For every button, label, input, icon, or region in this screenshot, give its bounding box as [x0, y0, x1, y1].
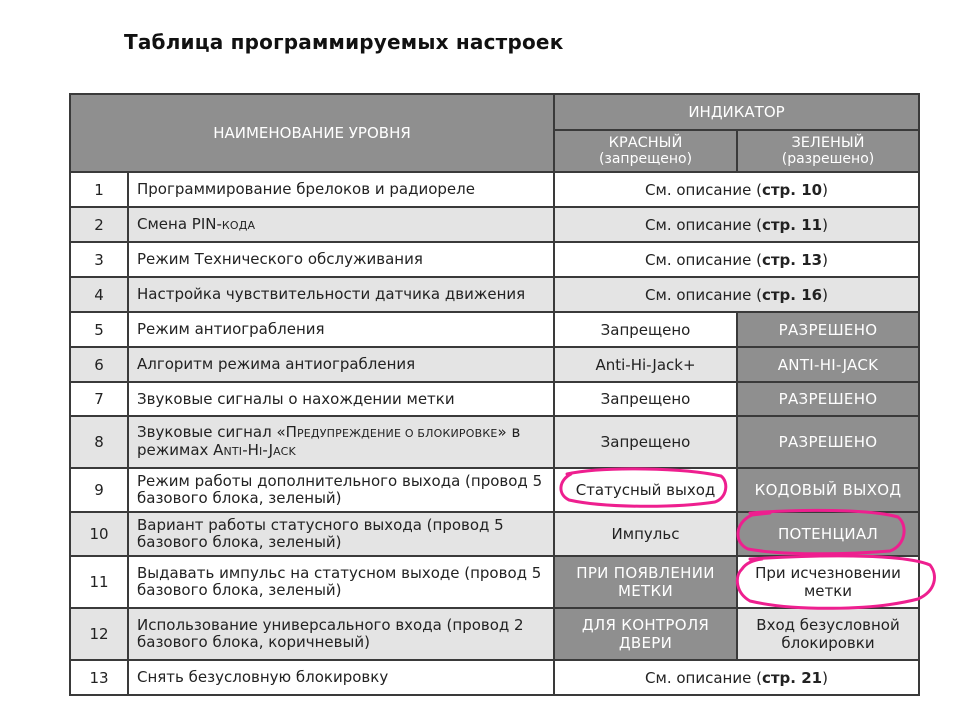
page-title: Таблица программируемых настроек — [124, 30, 564, 54]
table-row — [70, 312, 919, 347]
row-name-text: » в — [497, 423, 521, 441]
row-number: 8 — [70, 416, 128, 468]
table-row — [70, 277, 919, 312]
row-red-value: Запрещено — [554, 416, 737, 468]
row-red-value: Импульс — [554, 512, 737, 556]
row-name-smallcaps: ACK — [273, 445, 296, 458]
reference-suffix: ) — [822, 250, 828, 269]
header-red-sub: (запрещено) — [598, 151, 693, 167]
reference-page: стр. 13 — [761, 250, 823, 269]
row-name-text: -J — [262, 441, 274, 459]
row-reference — [554, 242, 919, 277]
row-green-value: При исчезновении метки — [737, 556, 919, 608]
row-name-text: Звуковые сигнал «П — [137, 423, 297, 441]
table-row — [70, 416, 919, 468]
row-name: Снять безусловную блокировку — [128, 660, 554, 695]
row-number: 5 — [70, 312, 128, 347]
row-number: 12 — [70, 608, 128, 660]
row-name: Звуковые сигналы о нахождении метки — [128, 382, 554, 416]
row-number: 11 — [70, 556, 128, 608]
table-row — [70, 382, 919, 416]
row-green-value: ANTI-HI-JACK — [737, 347, 919, 382]
row-red-value: Anti-Hi-Jack+ — [554, 347, 737, 382]
reference-prefix: См. описание ( — [645, 668, 762, 687]
reference-suffix: ) — [822, 180, 828, 199]
row-number: 1 — [70, 172, 128, 207]
reference-page: стр. 10 — [761, 180, 823, 199]
row-red-value: ДЛЯ КОНТРОЛЯ ДВЕРИ — [554, 608, 737, 660]
row-green-value: РАЗРЕШЕНО — [737, 416, 919, 468]
row-reference — [554, 207, 919, 242]
reference-prefix: См. описание ( — [645, 250, 762, 269]
row-name-text: Смена PIN- — [137, 214, 222, 233]
header-green — [737, 130, 919, 172]
table-row — [70, 660, 919, 695]
row-reference — [554, 660, 919, 695]
row-number: 13 — [70, 660, 128, 695]
row-name-text: -H — [242, 441, 259, 459]
row-number: 4 — [70, 277, 128, 312]
reference-prefix: См. описание ( — [645, 215, 762, 234]
row-red-value: Запрещено — [554, 312, 737, 347]
row-number: 9 — [70, 468, 128, 512]
table-row — [70, 468, 919, 512]
row-name: Режим Технического обслуживания — [128, 242, 554, 277]
row-name-smallcaps: NTI — [223, 445, 243, 458]
table-row — [70, 242, 919, 277]
row-name-smallcaps: КОДА — [221, 218, 256, 232]
row-name: Вариант работы статусного выхода (провод 5 базового блока, зеленый) — [128, 512, 554, 556]
row-red-value: Запрещено — [554, 382, 737, 416]
table-row — [70, 608, 919, 660]
reference-prefix: См. описание ( — [645, 180, 762, 199]
reference-suffix: ) — [822, 668, 828, 687]
row-name: Настройка чувствительности датчика движения — [128, 277, 554, 312]
row-name — [128, 416, 554, 468]
header-green-label: ЗЕЛЕНЫЙ — [791, 135, 865, 151]
reference-page: стр. 11 — [761, 215, 823, 234]
table-row — [70, 347, 919, 382]
row-name-smallcaps: I — [258, 445, 263, 458]
reference-prefix: См. описание ( — [645, 285, 762, 304]
table-row — [70, 207, 919, 242]
row-name-text: режимах A — [137, 441, 224, 459]
table-row — [70, 172, 919, 207]
row-name: Выдавать импульс на статусном выходе (провод 5 базового блока, зеленый) — [128, 556, 554, 608]
settings-table — [69, 93, 920, 696]
row-name: Режим работы дополнительного выхода (провод 5 базового блока, зеленый) — [128, 468, 554, 512]
row-green-value: Вход безусловной блокировки — [737, 608, 919, 660]
header-name-column: НАИМЕНОВАНИЕ УРОВНЯ — [70, 94, 554, 172]
reference-page: стр. 16 — [761, 285, 823, 304]
row-red-value: ПРИ ПОЯВЛЕНИИ МЕТКИ — [554, 556, 737, 608]
header-green-sub: (разрешено) — [781, 151, 875, 167]
row-green-value: КОДОВЫЙ ВЫХОД — [737, 468, 919, 512]
row-number: 6 — [70, 347, 128, 382]
header-red — [554, 130, 737, 172]
row-name: Программирование брелоков и радиореле — [128, 172, 554, 207]
row-number: 10 — [70, 512, 128, 556]
row-green-value: РАЗРЕШЕНО — [737, 382, 919, 416]
row-name: Режим антиограбления — [128, 312, 554, 347]
row-green-value: РАЗРЕШЕНО — [737, 312, 919, 347]
row-number: 7 — [70, 382, 128, 416]
row-name: Алгоритм режима антиограбления — [128, 347, 554, 382]
row-name: Использование универсального входа (провод 2 базового блока, коричневый) — [128, 608, 554, 660]
reference-page: стр. 21 — [761, 668, 823, 687]
row-reference — [554, 277, 919, 312]
table-row — [70, 556, 919, 608]
row-name — [128, 207, 554, 242]
row-number: 3 — [70, 242, 128, 277]
row-reference — [554, 172, 919, 207]
header-red-label: КРАСНЫЙ — [608, 135, 683, 151]
reference-suffix: ) — [822, 285, 828, 304]
row-green-value: ПОТЕНЦИАЛ — [737, 512, 919, 556]
row-name-smallcaps: РЕДУПРЕЖДЕНИЕ О БЛОКИРОВКЕ — [296, 427, 498, 440]
reference-suffix: ) — [822, 215, 828, 234]
row-number: 2 — [70, 207, 128, 242]
header-indicator: ИНДИКАТОР — [554, 94, 919, 130]
table-row — [70, 512, 919, 556]
row-red-value: Статусный выход — [554, 468, 737, 512]
